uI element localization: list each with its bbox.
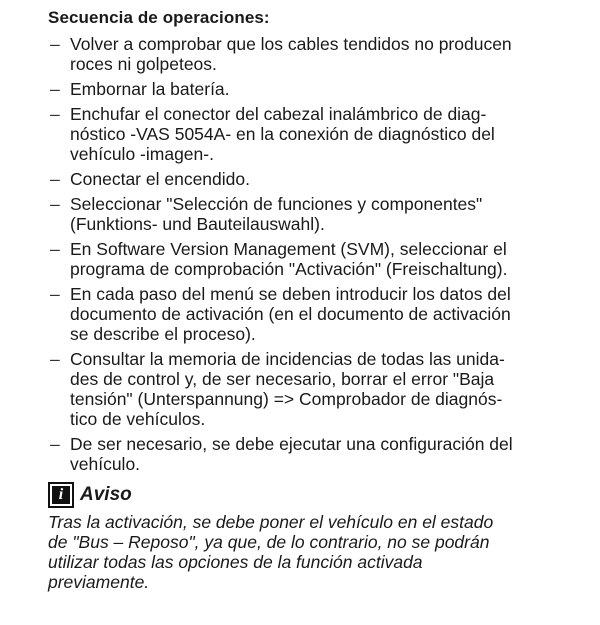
step-item-3: [48, 104, 578, 164]
step-text-7: En cada paso del menú se deben introducir los datos del documento de activación (en el documento de activación se describe el proceso).: [70, 284, 511, 344]
bullet-dash: –: [50, 104, 60, 124]
notice-header: [48, 482, 578, 508]
bullet-dash: –: [50, 239, 60, 259]
operation-steps-list: [48, 34, 578, 474]
step-text-1: Volver a comprobar que los cables tendidos no producen roces ni golpeteos.: [70, 34, 512, 74]
notice-box: [48, 482, 578, 592]
step-item-8: [48, 349, 578, 429]
step-text-6: En Software Version Management (SVM), seleccionar el programa de comprobación "Activación" (Freischaltung).: [70, 239, 508, 279]
step-text-2: Embornar la batería.: [70, 79, 230, 99]
info-icon: [48, 482, 74, 508]
step-text-5: Seleccionar "Selección de funciones y componentes" (Funktions- und Bauteilauswahl).: [70, 194, 483, 234]
bullet-dash: –: [50, 284, 60, 304]
bullet-dash: –: [50, 349, 60, 369]
info-icon-glyph: i: [52, 486, 70, 504]
step-item-1: [48, 34, 578, 74]
step-item-2: [48, 79, 578, 99]
notice-body: Tras la activación, se debe poner el vehículo en el estado de "Bus – Reposo", ya que, de lo contrario, no se podrán utilizar todas las opciones de la función activada previamente.: [48, 512, 494, 592]
section-title: Secuencia de operaciones:: [48, 8, 270, 27]
bullet-dash: –: [50, 194, 60, 214]
step-item-9: [48, 434, 578, 474]
step-item-4: [48, 169, 578, 189]
step-text-9: De ser necesario, se debe ejecutar una configuración del vehículo.: [70, 434, 513, 474]
bullet-dash: –: [50, 434, 60, 454]
step-item-7: [48, 284, 578, 344]
notice-title: Aviso: [80, 484, 132, 505]
step-item-6: [48, 239, 578, 279]
bullet-dash: –: [50, 169, 60, 189]
step-item-5: [48, 194, 578, 234]
document-page: [48, 8, 578, 592]
bullet-dash: –: [50, 34, 60, 54]
step-text-8: Consultar la memoria de incidencias de todas las unida- des de control y, de ser necesario, borrar el error "Baja tensión" (Unterspannung) => Comprobador de diagnós- tico de vehículos.: [70, 349, 505, 429]
step-text-4: Conectar el encendido.: [70, 169, 250, 189]
step-text-3: Enchufar el conector del cabezal inalámbrico de diag- nóstico -VAS 5054A- en la conexión de diagnóstico del vehículo -imagen-.: [70, 104, 495, 164]
bullet-dash: –: [50, 79, 60, 99]
